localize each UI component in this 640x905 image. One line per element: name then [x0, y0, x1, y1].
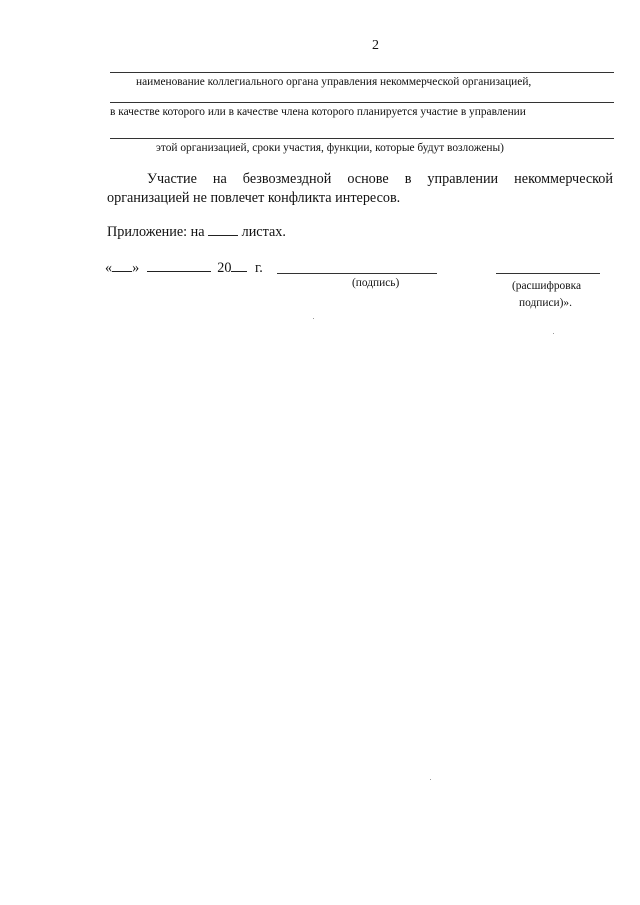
year-prefix: 20: [217, 260, 232, 276]
attachment-line: [107, 222, 286, 241]
scan-speck: [553, 333, 554, 334]
attachment-prefix: Приложение: на: [107, 224, 205, 240]
header-caption-2: в качестве которого или в качестве члена которого планируется участие в управлении: [110, 106, 526, 118]
statement-text: Участие на безвозмездной основе в управлении некоммерческой организацией не повлечет конфликта интересов.: [107, 171, 613, 206]
decoding-rule[interactable]: [496, 273, 600, 274]
attachment-suffix: листах.: [241, 224, 286, 240]
year-suffix: г.: [255, 260, 263, 276]
scan-speck: [430, 779, 431, 780]
decoding-caption-2: подписи)».: [519, 297, 572, 309]
month-blank[interactable]: [147, 258, 211, 272]
page-number: 2: [372, 38, 379, 53]
quote-open: «: [105, 260, 113, 276]
date-line: [105, 258, 263, 277]
day-blank[interactable]: [112, 258, 132, 272]
decoding-caption-1: (расшифровка: [512, 280, 582, 292]
attachment-pages-blank[interactable]: [208, 222, 238, 236]
year-blank[interactable]: [231, 258, 247, 272]
quote-close: »: [132, 260, 140, 276]
header-caption-3: этой организацией, сроки участия, функции, которые будут возложены): [156, 142, 504, 154]
header-rule-3: [110, 138, 614, 139]
statement-paragraph: [107, 170, 613, 208]
header-caption-1: наименование коллегиального органа управления некоммерческой организацией,: [136, 76, 532, 88]
signature-rule[interactable]: [277, 273, 437, 274]
header-rule-1: [110, 72, 614, 73]
header-rule-2: [110, 102, 614, 103]
signature-caption: (подпись): [352, 277, 400, 289]
scan-speck: [313, 318, 314, 319]
